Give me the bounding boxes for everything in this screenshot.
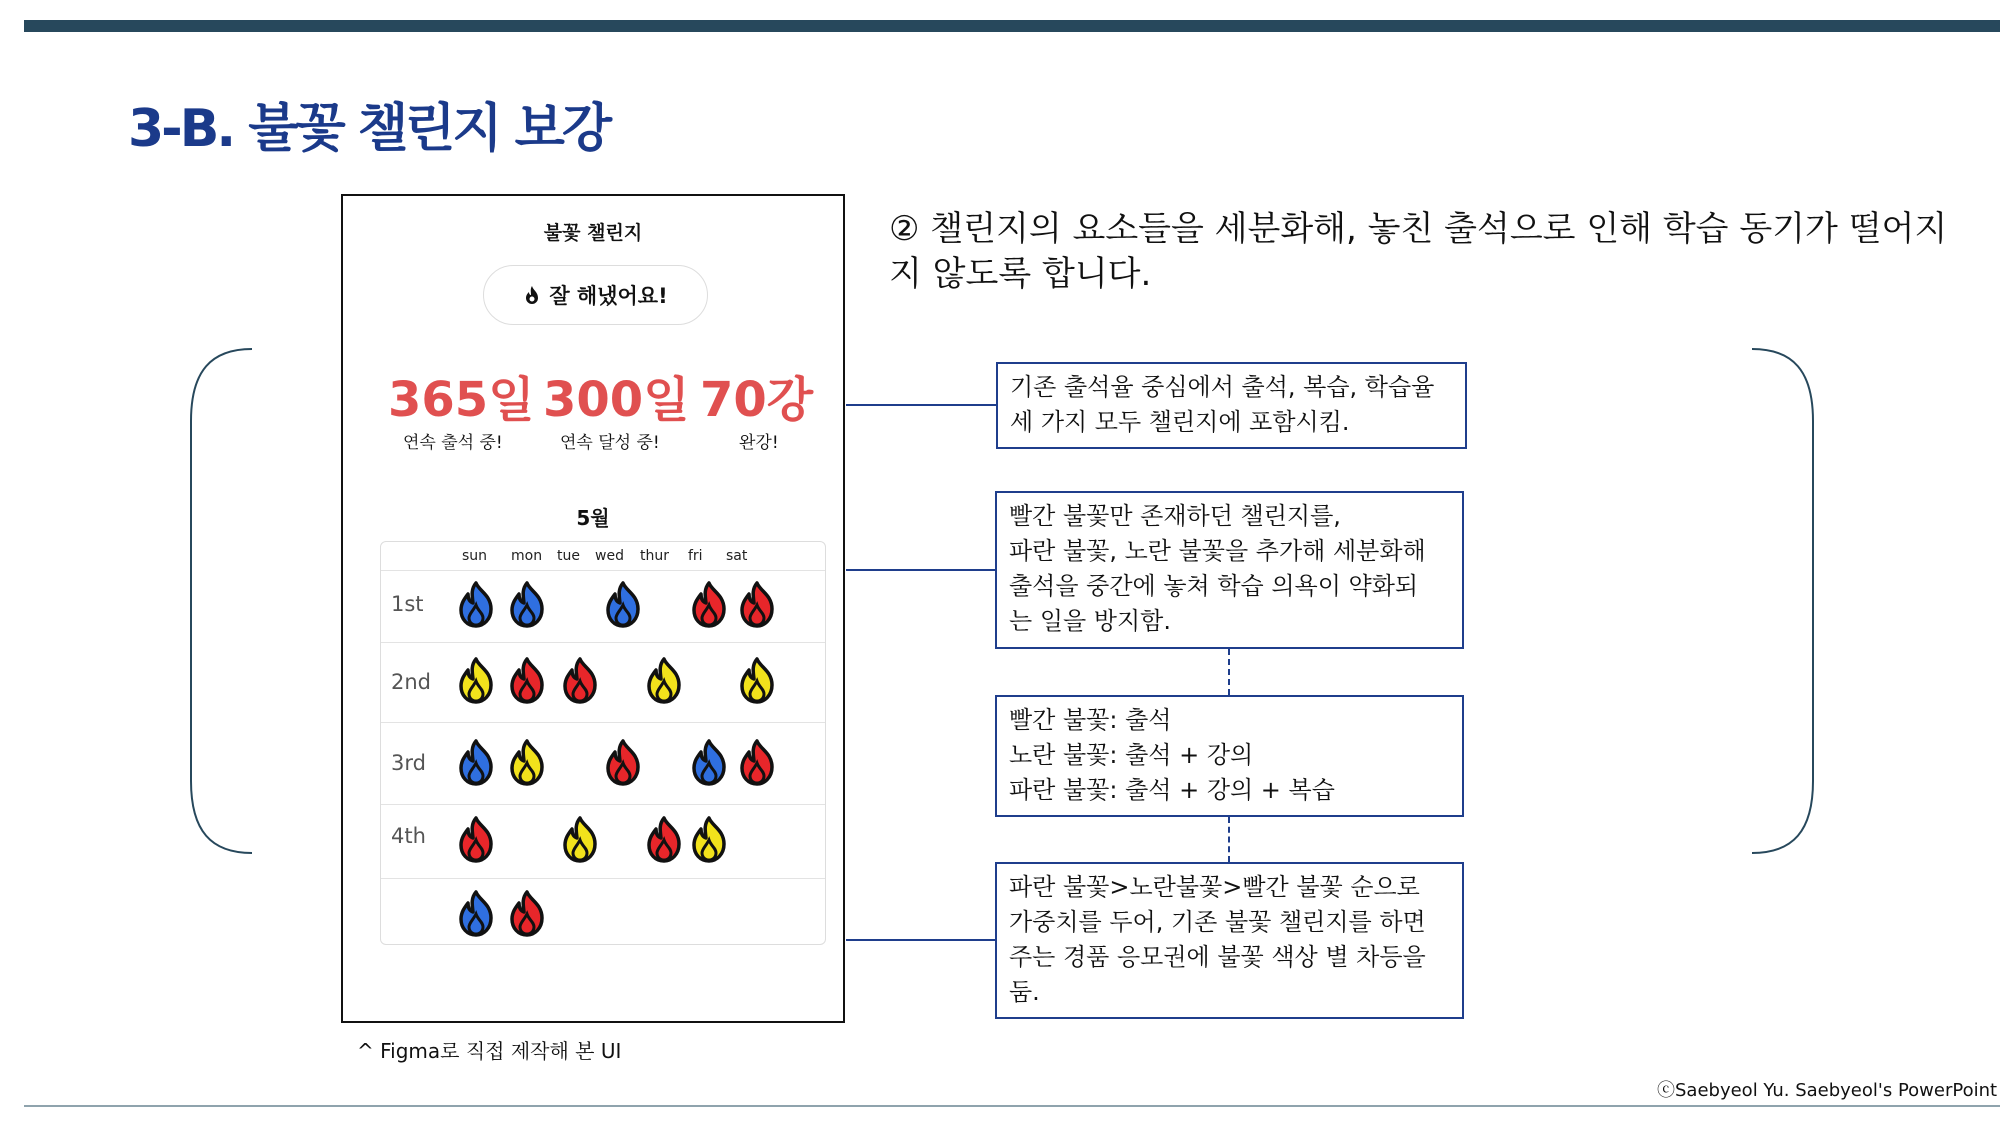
day-header: sat — [726, 548, 748, 564]
flame-icon-red — [738, 739, 776, 787]
info-box-1: 기존 출석율 중심에서 출석, 복습, 학습율 세 가지 모두 챌린지에 포함시킴. — [996, 362, 1467, 449]
day-header: tue — [557, 548, 580, 564]
completed-lectures-label: 완강! — [739, 433, 779, 453]
flame-icon-yellow — [738, 657, 776, 705]
left-bracket — [186, 346, 256, 856]
flame-icon-red — [508, 890, 546, 938]
right-bracket — [1748, 346, 1818, 856]
streak-achieve-label: 연속 달성 중! — [560, 433, 660, 453]
streak-achieve-value: 300일 — [543, 372, 690, 428]
day-header: thur — [640, 548, 669, 564]
row-divider — [381, 878, 825, 879]
day-header: wed — [595, 548, 624, 564]
footer-line — [24, 1105, 2000, 1107]
completed-lectures-value: 70강 — [700, 372, 814, 428]
week-label: 4th — [391, 824, 426, 848]
flame-icon-blue — [604, 581, 642, 629]
flame-icon-blue — [457, 890, 495, 938]
streak-attendance-label: 연속 출석 중! — [403, 433, 503, 453]
flame-icon-yellow — [561, 816, 599, 864]
flame-icon-yellow — [690, 816, 728, 864]
dashed-connector — [1228, 817, 1230, 862]
flame-icon-blue — [457, 581, 495, 629]
flame-icon-yellow — [645, 657, 683, 705]
figma-note: ^ Figma로 직접 제작해 본 UI — [357, 1039, 622, 1063]
well-done-label: 잘 해냈어요! — [549, 284, 668, 308]
dashed-connector — [1228, 649, 1230, 695]
connector-line — [846, 569, 995, 571]
flame-icon-red — [457, 816, 495, 864]
streak-attendance-value: 365일 — [388, 372, 535, 428]
description-text: ② 챌린지의 요소들을 세분화해, 놓친 출석으로 인해 학습 동기가 떨어지지 않도록 합니다. — [889, 209, 1948, 294]
calendar-month: 5월 — [576, 506, 610, 530]
flame-icon-red — [604, 739, 642, 787]
connector-line — [846, 404, 996, 406]
week-label: 1st — [391, 592, 424, 616]
challenge-title: 불꽃 챌린지 — [543, 222, 643, 244]
info-box-3: 빨간 불꽃: 출석 노란 불꽃: 출석 + 강의 파란 불꽃: 출석 + 강의 + 복습 — [995, 695, 1464, 817]
calendar-grid — [380, 541, 826, 945]
day-header: fri — [688, 548, 703, 564]
flame-icon-red — [508, 657, 546, 705]
row-divider — [381, 722, 825, 723]
flame-icon-blue — [690, 739, 728, 787]
copyright: ⓒSaebyeol Yu. Saebyeol's PowerPoint — [1657, 1080, 1998, 1101]
week-label: 2nd — [391, 670, 432, 694]
flame-icon-red — [690, 581, 728, 629]
connector-line — [846, 939, 995, 941]
day-header: mon — [511, 548, 543, 564]
flame-icon-red — [561, 657, 599, 705]
row-divider — [381, 804, 825, 805]
well-done-button[interactable] — [483, 265, 708, 325]
info-box-4: 파란 불꽃>노란불꽃>빨간 불꽃 순으로 가중치를 두어, 기존 불꽃 챌린지를 하면 주는 경품 응모권에 불꽃 색상 별 차등을 둠. — [995, 862, 1464, 1019]
flame-icon-red — [738, 581, 776, 629]
row-divider — [381, 642, 825, 643]
flame-icon-blue — [457, 739, 495, 787]
day-header: sun — [462, 548, 488, 564]
flame-icon-yellow — [508, 739, 546, 787]
slide-title: 3-B. 불꽃 챌린지 보강 — [128, 99, 610, 159]
week-label: 3rd — [391, 751, 426, 775]
fire-icon — [523, 285, 541, 305]
flame-icon-red — [645, 816, 683, 864]
flame-icon-yellow — [457, 657, 495, 705]
info-box-2: 빨간 불꽃만 존재하던 챌린지를, 파란 불꽃, 노란 불꽃을 추가해 세분화해 출석을 중간에 놓쳐 학습 의욕이 약화되 는 일을 방지함. — [995, 491, 1464, 649]
top-bar — [24, 20, 2000, 32]
row-divider — [381, 570, 825, 571]
phone-mockup — [341, 194, 845, 1023]
flame-icon-blue — [508, 581, 546, 629]
